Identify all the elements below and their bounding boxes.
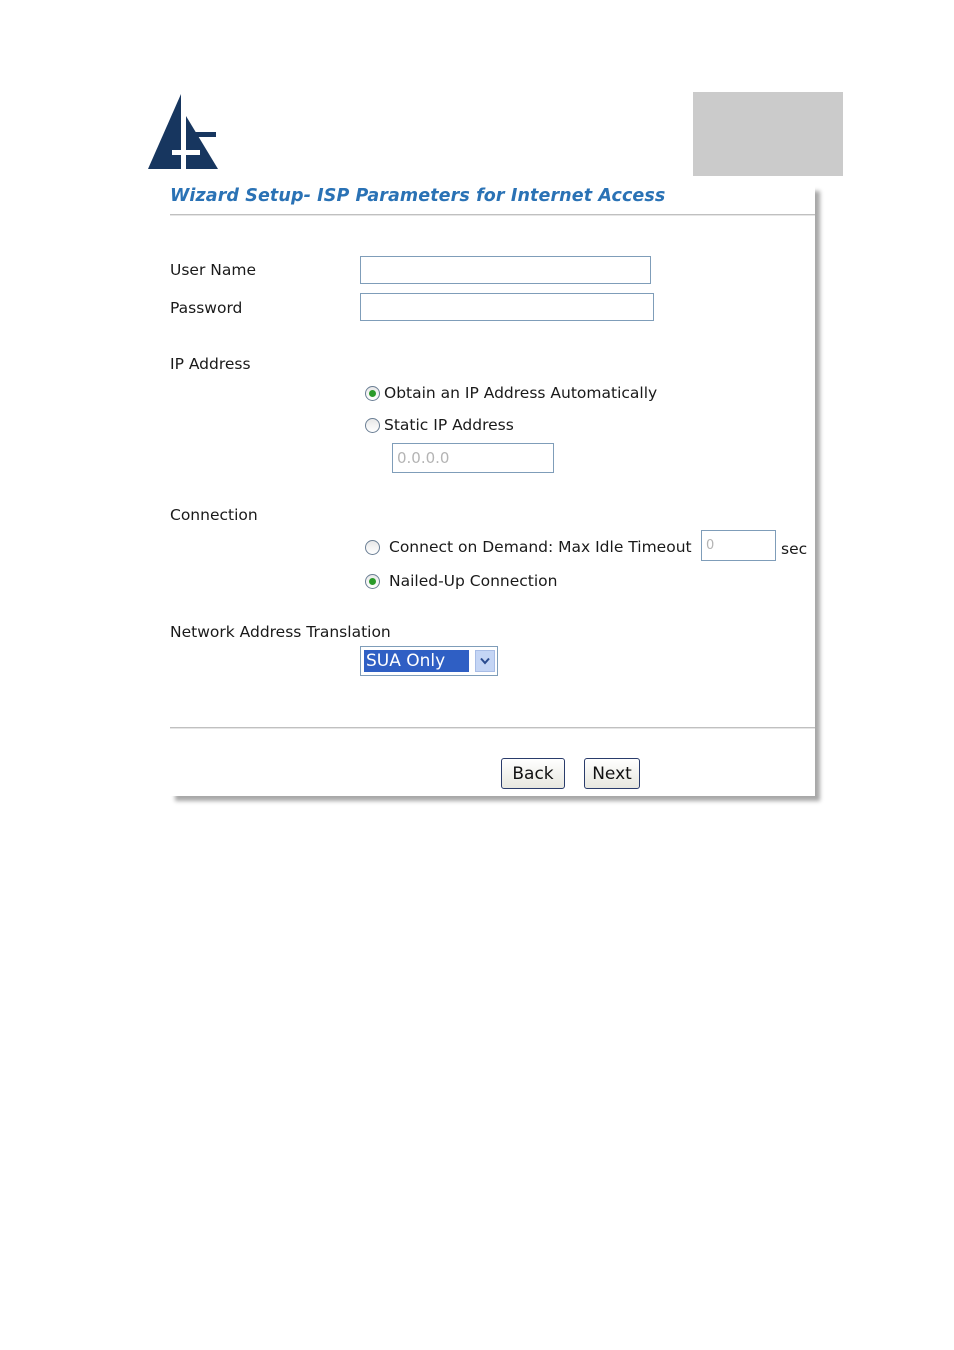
radio-label: Obtain an IP Address Automatically [384, 384, 658, 402]
user-name-label: User Name [170, 261, 256, 279]
radio-connect-on-demand[interactable] [365, 538, 692, 556]
radio-static-ip[interactable] [365, 416, 514, 434]
nat-selected-value: SUA Only [364, 650, 469, 672]
radio-obtain-ip-automatically[interactable] [365, 384, 657, 402]
ip-address-label: IP Address [170, 355, 251, 373]
radio-button[interactable] [365, 418, 380, 433]
page-title: Wizard Setup- ISP Parameters for Internet Access [170, 186, 666, 206]
radio-button[interactable] [365, 540, 380, 555]
nat-select[interactable] [360, 646, 498, 676]
top-divider [170, 214, 815, 216]
idle-timeout-input[interactable] [701, 530, 776, 561]
static-ip-input[interactable] [392, 443, 554, 473]
password-input[interactable] [360, 293, 654, 321]
nat-label: Network Address Translation [170, 623, 391, 641]
brand-logo [148, 94, 220, 170]
user-name-input[interactable] [360, 256, 651, 284]
radio-nailed-up-connection[interactable] [365, 572, 558, 590]
radio-button-selected[interactable] [365, 574, 380, 589]
header-placeholder-box [693, 92, 843, 176]
radio-button-selected[interactable] [365, 386, 380, 401]
password-label: Password [170, 299, 243, 317]
radio-label: Connect on Demand: Max Idle Timeout [389, 538, 692, 556]
radio-label: Static IP Address [384, 416, 514, 434]
bottom-divider [170, 727, 815, 729]
connection-label: Connection [170, 506, 258, 524]
idle-timeout-unit: sec [781, 540, 808, 558]
next-button[interactable]: Next [584, 758, 640, 789]
back-button[interactable]: Back [501, 758, 565, 789]
chevron-down-icon[interactable] [475, 650, 495, 672]
wizard-panel [170, 186, 815, 796]
radio-label: Nailed-Up Connection [389, 572, 558, 590]
